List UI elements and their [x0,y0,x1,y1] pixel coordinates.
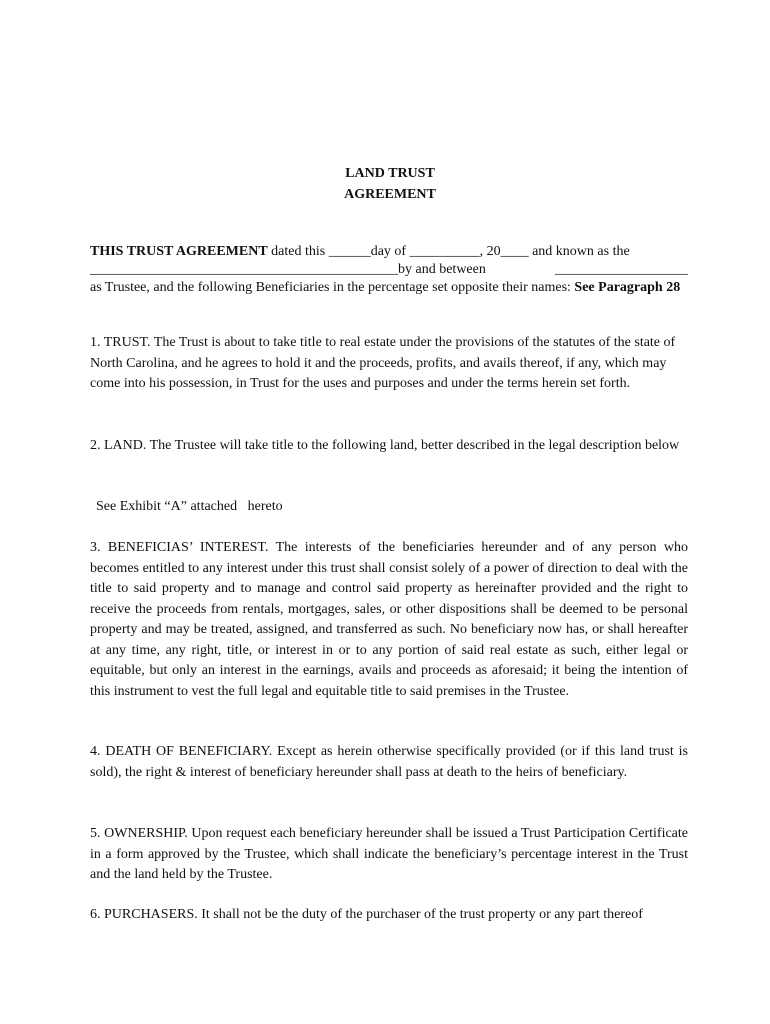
see-paragraph-reference: See Paragraph 28 [574,280,681,295]
party-blank: ____________________________________________by and between [90,262,486,277]
trustee-blank: ___________________ [555,262,688,277]
intro-paragraph [90,243,688,297]
trustee-clause: as Trustee, and the following Beneficiaries in the percentage set opposite their names: [90,280,575,295]
intro-line-1 [90,243,688,261]
paragraph-trust: 1. TRUST. The Trust is about to take title to real estate under the provisions of the statutes of the state of North Carolina, and he agrees to hold it and the proceeds, profits, and avails thereof, if any, which may come into his possession, in Trust for the uses and purposes and under the terms herein set forth. [90,335,676,391]
intro-line-2 [90,261,688,279]
paragraph-ownership: 5. OWNERSHIP. Upon request each beneficiary hereunder shall be issued a Trust Participation Certificate in a form approved by the Trustee, which shall indicate the beneficiary’s percentage interest in the Trust and the land held by the Trustee. [90,826,688,882]
paragraph-beneficiaries-interest: 3. BENEFICIAS’ INTEREST. The interests of the beneficiaries hereunder and of any person who becomes entitled to any interest under this trust shall consist solely of a power of direction to deal with the title to said property and to manage and control said property as hereinafter provided and the right to receive the proceeds from rentals, mortgages, sales, or other dispositions shall be deemed to be personal property and may be treated, assigned, and transferred as such. No beneficiary now has, or shall hereafter at any time, any right, title, or interest in or to any portion of said real estate as such, either legal or equitable, but only an interest in the earnings, avails and proceeds as aforesaid; it being the intention of this instrument to vest the full legal and equitable title to said premises in the Trustee. [90,540,688,699]
paragraph-purchasers: 6. PURCHASERS. It shall not be the duty of the purchaser of the trust property or any part thereof [90,907,643,922]
date-blanks: dated this ______day of __________, 20____ and known as the [267,244,630,259]
exhibit-reference: See Exhibit “A” attached hereto [96,499,283,514]
agreement-lead: THIS TRUST AGREEMENT [90,244,268,259]
paragraph-death-of-beneficiary: 4. DEATH OF BENEFICIARY. Except as herein otherwise specifically provided (or if this land trust is sold), the right & interest of beneficiary hereunder shall pass at death to the heirs of beneficiary. [90,744,688,780]
intro-line-3 [90,279,688,297]
document-title-line-2: AGREEMENT [344,187,436,202]
document-title-line-1: LAND TRUST [345,166,435,181]
paragraph-land: 2. LAND. The Trustee will take title to the following land, better described in the legal description below [90,438,680,453]
